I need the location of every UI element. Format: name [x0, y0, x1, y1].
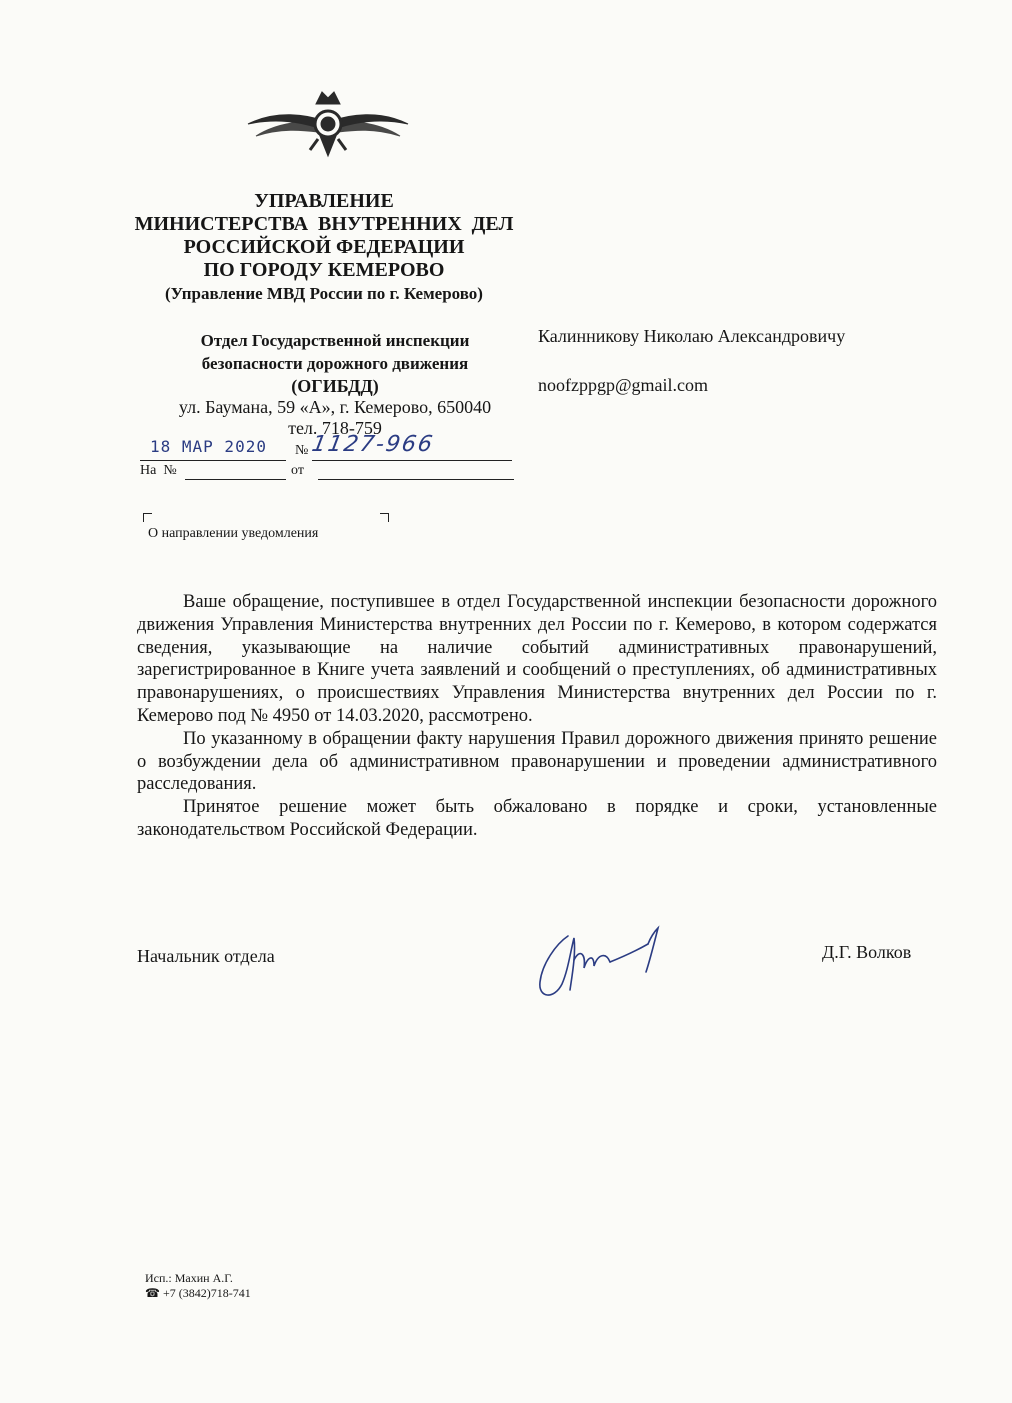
organization-header [118, 190, 530, 306]
org-line-5: (Управление МВД России по г. Кемерово) [165, 284, 483, 303]
recipient-name: Калинникову Николаю Александровичу [538, 326, 846, 346]
org-line-1: УПРАВЛЕНИЕ [254, 190, 394, 212]
paragraph-1: Ваше обращение, поступившее в отдел Государственной инспекции безопасности дорожного движения Управления Министерства внутренних дел России по г. Кемерово, в котором содержатся сведения, указывающие на наличие событий административных правонарушений, зарегистрированное в Книге учета заявлений и сообщений о преступлениях, об административных правонарушениях, о происшествиях Управления Министерства внутренних дел России по г. Кемерово под № 4950 от 14.03.2020, рассмотрено. [137, 592, 937, 726]
executor-phone: +7 (3842)718-741 [162, 1286, 251, 1300]
number-line [312, 460, 512, 461]
subject-corner-right [380, 513, 389, 522]
paragraph-3: Принятое решение может быть обжаловано в порядке и сроки, установленные законодательством Российской Федерации. [137, 797, 937, 840]
date-line [140, 460, 286, 461]
org-line-2: МИНИСТЕРСТВА ВНУТРЕННИХ ДЕЛ [134, 213, 514, 235]
recipient-email: noofzppgp@gmail.com [538, 375, 709, 395]
ref-from-label: от [291, 463, 304, 478]
org-line-4: ПО ГОРОДУ КЕМЕРОВО [203, 259, 445, 281]
dept-line-3: (ОГИБДД) [291, 376, 379, 396]
executor-phone-row [145, 1286, 251, 1301]
address: ул. Баумана, 59 «А», г. Кемерово, 650040 [178, 397, 492, 417]
signatory-title: Начальник отдела [137, 946, 275, 966]
signatory-name: Д.Г. Волков [822, 942, 912, 962]
phone: тел. 718-759 [288, 418, 382, 438]
dept-line-2: безопасности дорожного движения [201, 354, 469, 373]
date-stamp: 18 MAP 2020 [150, 437, 267, 456]
handwritten-signature [528, 924, 668, 1006]
executor-block [145, 1271, 251, 1301]
phone-icon: ☎ [145, 1286, 160, 1300]
ref-date-line [318, 479, 514, 480]
department-block [140, 329, 530, 398]
subject-corner-left [143, 513, 152, 522]
subject-line: О направлении уведомления [148, 526, 319, 541]
ref-number-line [185, 479, 286, 480]
registration-number: 1127-966 [309, 432, 437, 457]
emblem-icon [246, 84, 410, 160]
number-label: № [295, 443, 309, 458]
dept-line-1: Отдел Государственной инспекции [200, 331, 470, 350]
ref-label: На № [140, 463, 177, 478]
executor-name: Исп.: Махин А.Г. [145, 1271, 233, 1285]
paragraph-2: По указанному в обращении факту нарушения Правил дорожного движения принято решение о возбуждении дела об административном правонарушении и проведении административного расследования. [137, 728, 937, 795]
org-line-3: РОССИЙСКОЙ ФЕДЕРАЦИИ [183, 236, 465, 258]
letter-body [137, 591, 937, 842]
